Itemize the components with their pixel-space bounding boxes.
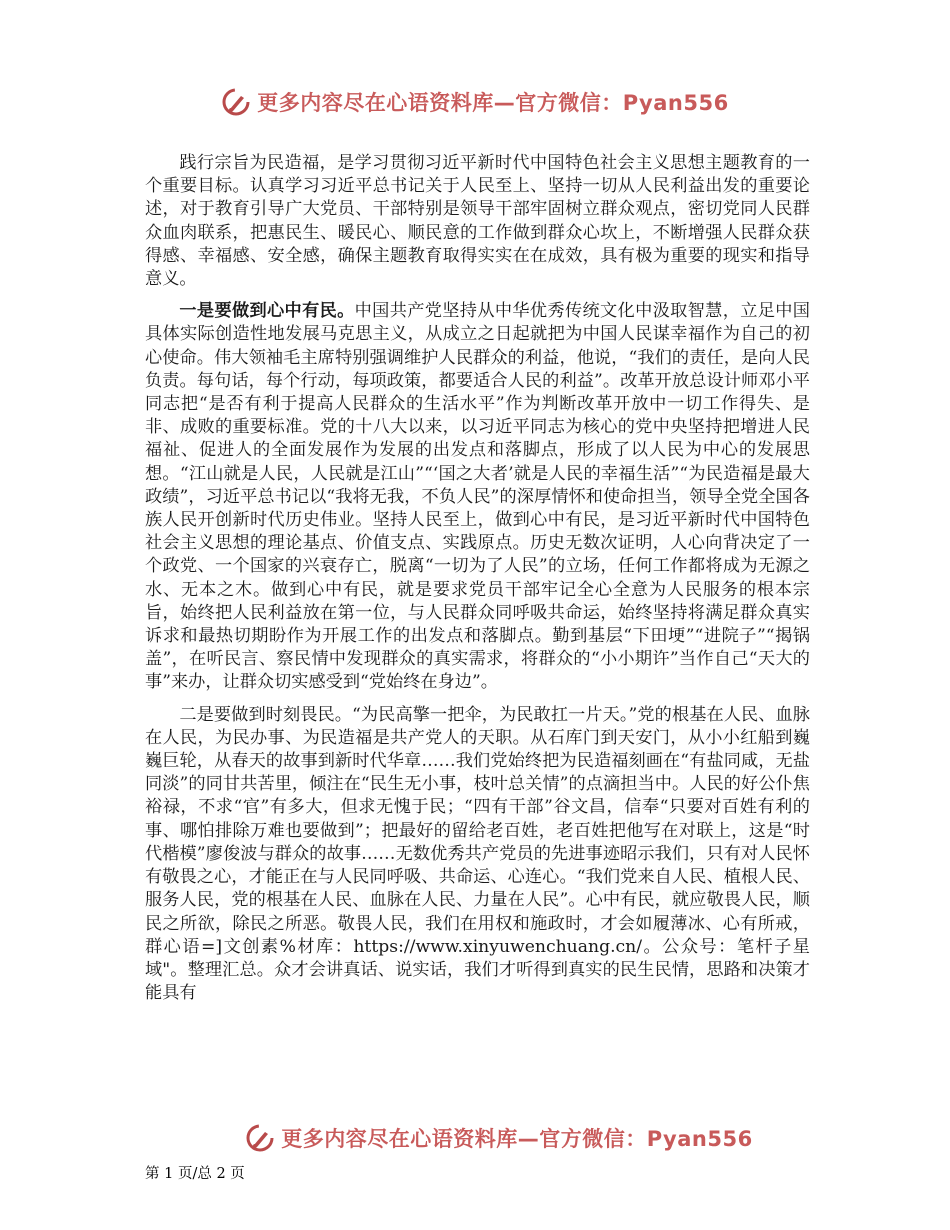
- page-number: 第 1 页/总 2 页: [145, 1166, 245, 1182]
- brush-logo-icon: [221, 87, 251, 117]
- paragraph: [145, 704, 810, 1006]
- article-body: [145, 152, 810, 1014]
- paragraph-text: 二是要做到时刻畏民。“为民高擎一把伞，为民敢扛一片天。”党的根基在人民、血脉在人民，为民办事、为民造福是共产党人的天职。从石库门到天安门，从小小红船到巍巍巨轮，从春天的故事到新时代华章……我们党始终把为民造福刻画在“有盐同咸，无盐同淡”的同甘共苦里，倾注在“民生无小事，枝叶总关情”的点滴担当中。人民的好公仆焦裕禄，不求“官”有多大，但求无愧于民；“四有干部”谷文昌，信奉“只要对百姓有利的事、哪怕排除万难也要做到”；把最好的留给老百姓，老百姓把他写在对联上，这是“时代楷模”廖俊波与群众的故事……无数优秀共产党员的先进事迹昭示我们，只有对人民怀有敬畏之心，才能正在与人民同呼吸、共命运、心连心。“我们党来自人民、植根人民、服务人民，党的根基在人民、血脉在人民、力量在人民”。心中有民，就应敬畏人民，顺民之所欲，除民之所恶。敬畏人民，我们在用权和施政时，才会如履薄冰、心有所戒，群心语=]文创素%材库：https://www.xinyuwenchuang.cn/。公众号：笔杆子星域"。整理汇总。众才会讲真话、说实话，我们才听得到真实的民生民情，思路和决策才能具有: [145, 704, 810, 1004]
- bottom-banner: [0, 1118, 950, 1158]
- paragraph-lead: 一是要做到心中有民。: [179, 301, 355, 322]
- banner-text: 更多内容尽在心语资料库—官方微信：Pyan556: [281, 1127, 753, 1151]
- brush-logo-icon: [245, 1123, 275, 1153]
- paragraph: [145, 152, 810, 291]
- paragraph-text: 践行宗旨为民造福，是学习贯彻习近平新时代中国特色社会主义思想主题教育的一个重要目标。认真学习习近平总书记关于人民至上、坚持一切从人民利益出发的重要论述，对于教育引导广大党员、干部特别是领导干部牢固树立群众观点，密切党同人民群众血肉联系，把惠民生、暖民心、顺民意的工作做到群众心坎上，不断增强人民群众获得感、幸福感、安全感，确保主题教育取得实实在在成效，具有极为重要的现实和指导意义。: [145, 153, 810, 290]
- banner-text: 更多内容尽在心语资料库—官方微信：Pyan556: [257, 91, 729, 115]
- paragraph-text: 中国共产党坚持从中华优秀传统文化中汲取智慧，立足中国具体实际创造性地发展马克思主义，从成立之日起就把为中国人民谋幸福作为自己的初心使命。伟大领袖毛主席特别强调维护人民群众的利益，他说，“我们的责任，是向人民负责。每句话，每个行动，每项政策，都要适合人民的利益”。改革开放总设计师邓小平同志把“是否有利于提高人民群众的生活水平”作为判断改革开放中一切工作得失、是非、成败的重要标准。党的十八大以来，以习近平同志为核心的党中央坚持把增进人民福祉、促进人的全面发展作为发展的出发点和落脚点，形成了以人民为中心的发展思想。“江山就是人民，人民就是江山”“‘国之大者’就是人民的幸福生活”“为民造福是最大政绩”，习近平总书记以“我将无我，不负人民”的深厚情怀和使命担当，领导全党全国各族人民开创新时代历史伟业。坚持人民至上，做到心中有民，是习近平新时代中国特色社会主义思想的理论基点、价值支点、实践原点。历史无数次证明，人心向背决定了一个政党、一个国家的兴衰存亡，脱离“一切为了人民”的立场，任何工作都将成为无源之水、无本之木。做到心中有民，就是要求党员干部牢记全心全意为人民服务的根本宗旨，始终把人民利益放在第一位，与人民群众同呼吸共命运，始终坚持将满足群众真实诉求和最热切期盼作为开展工作的出发点和落脚点。勤到基层“下田埂”“进院子”“揭锅盖”，在听民言、察民情中发现群众的真实需求，将群众的“小小期许”当作自己“天大的事”来办，让群众切实感受到“党始终在身边”。: [145, 301, 810, 693]
- paragraph: [145, 300, 810, 694]
- top-banner: [0, 82, 950, 122]
